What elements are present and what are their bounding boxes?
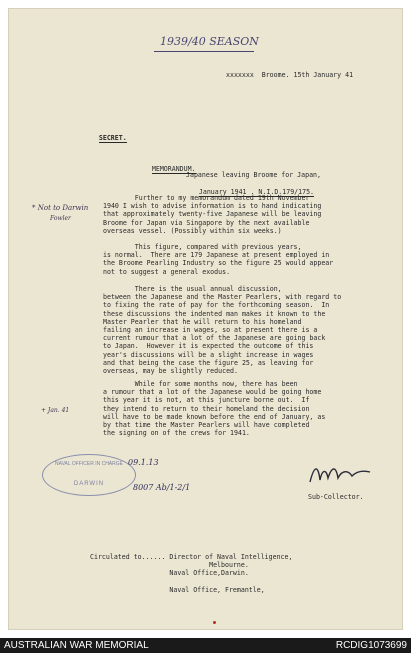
text-line: they intend to return to their homeland the decision — [103, 404, 310, 413]
archive-footer — [0, 638, 411, 653]
text-line: and that being the case the figure 25, as leaving for — [103, 358, 314, 367]
text-line: by that time the Master Pearlers will have completed — [103, 421, 310, 430]
text-line: Further to my memorandum dated 19th November — [103, 194, 310, 202]
stamp-text-top: NAVAL OFFICER IN CHARGE — [55, 461, 123, 467]
text-line — [90, 578, 292, 586]
text-line: failing an increase in wages, so at present there is a — [103, 326, 318, 335]
footer-source: AUSTRALIAN WAR MEMORIAL — [4, 640, 149, 651]
text-line: to Japan. However it is expected the outcome of this — [103, 342, 314, 351]
doc-type-label: MEMORANDUM. — [151, 165, 196, 174]
text-line: Circulated to...... Director of Naval Intelligence, — [90, 553, 293, 561]
signature-title: Sub-Collector. — [308, 493, 364, 501]
footer-id: RCDIG1073699 — [335, 640, 407, 651]
text-line: This figure, compared with previous years, — [103, 243, 302, 251]
text-line: that approximately twenty-five Japanese will be leaving — [103, 210, 322, 219]
text-line: not to suggest a general exodus. — [103, 267, 231, 276]
text-line: this year it is not, at this juncture borne out. If — [103, 396, 310, 405]
text-line: the Broome Pearling Industry so the figure 25 would appear — [103, 259, 334, 268]
red-mark — [213, 621, 216, 624]
paragraph-3 — [103, 285, 341, 375]
classification-label: SECRET. — [98, 134, 127, 143]
text-line: current rumour that a lot of the Japanese are going back — [103, 334, 326, 343]
hand-number-1: 09.1.13 — [128, 458, 159, 467]
subject-line-1: Japanese leaving Broome for Japan, — [186, 171, 321, 179]
text-line: Naval Office, Fremantle, — [90, 585, 265, 594]
margin-note-1b: Fowler — [50, 215, 71, 222]
text-line: is normal. There are 179 Japanese at present employed in — [103, 251, 330, 260]
paragraph-2 — [103, 243, 333, 276]
text-line: Melbourne. — [90, 561, 249, 570]
text-line: overseas vessel. (Possibly within six weeks.) — [103, 226, 282, 235]
text-line: year's discussions will be a slight increase in wages — [103, 350, 314, 359]
office-stamp — [42, 454, 136, 496]
text-line: While for some months now, there has been — [103, 380, 298, 388]
signature-scribble — [306, 460, 376, 488]
text-line: Naval Office,Darwin. — [90, 569, 249, 578]
margin-note-2: + Jan. 41 — [41, 407, 70, 414]
text-line: Master Pearler that he will return to his homeland — [103, 317, 302, 326]
stamp-text-bottom: DARWIN — [73, 481, 105, 487]
text-line: 1940 I wish to advise information is to hand indicating — [103, 202, 322, 211]
text-line: a rumour that a lot of the Japanese would be going home — [103, 388, 322, 397]
text-line: will have to be made known before the end of January, as — [103, 412, 326, 421]
season-note: 1939/40 SEASON — [160, 35, 259, 48]
paragraph-1 — [103, 194, 321, 235]
text-line: There is the usual annual discussion, — [103, 285, 282, 293]
text-line: to fixing the rate of pay for the forthcoming season. In — [103, 301, 330, 310]
text-line: Broome for Japan via Singapore by the next available — [103, 218, 310, 227]
place-date: xxxxxxx Broome. 15th January 41 — [226, 71, 354, 79]
text-line: between the Japanese and the Master Pearlers, with regard to — [103, 293, 342, 302]
subject-line-2: January 1941 . N.I.D.179/175. — [198, 188, 315, 197]
text-line: overseas, may be slightly reduced. — [103, 367, 238, 376]
document-page — [8, 8, 403, 630]
margin-note-1: * Not to Darwin — [32, 204, 89, 212]
paragraph-4 — [103, 380, 325, 437]
text-line: these discussions the indented man makes it known to the — [103, 309, 326, 318]
hand-number-2: 8007 Ab/1-2/1 — [133, 483, 191, 492]
season-underline — [154, 51, 254, 52]
text-line: the signing on of the crews for 1941. — [103, 429, 250, 438]
circulation-block — [90, 553, 292, 594]
